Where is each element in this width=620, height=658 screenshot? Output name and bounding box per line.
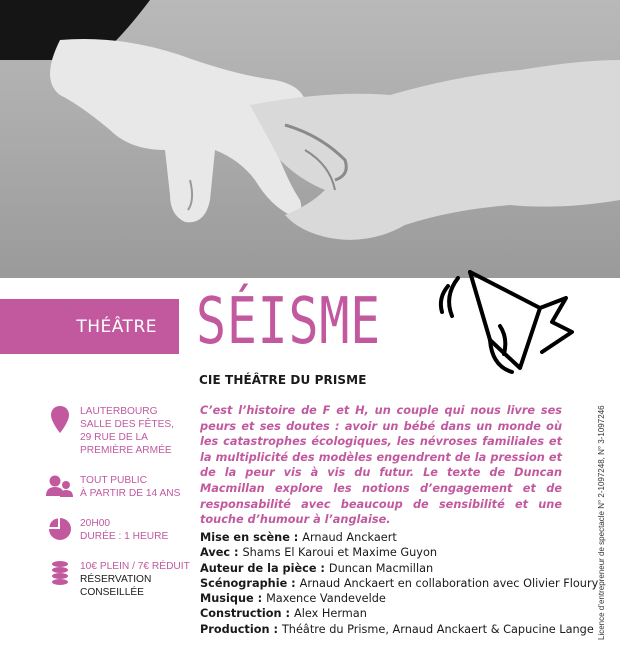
price-line: 10€ PLEIN / 7€ RÉDUIT (80, 561, 190, 572)
credit-value: Shams El Karoui et Maxime Guyon (242, 546, 438, 560)
credit-value: Duncan Macmillan (328, 561, 434, 575)
show-title: SÉISME (196, 285, 382, 359)
clock-pie-icon (48, 517, 72, 541)
credit-role: Auteur de la pièce (200, 561, 317, 575)
credit-value: Maxence Vandevelde (266, 592, 386, 606)
credit-role: Avec (200, 546, 231, 560)
location-line: LAUTERBOURG (80, 406, 158, 417)
credit-role: Scénographie (200, 576, 288, 590)
synopsis-text: C’est l’histoire de F et H, un couple qui nous livre ses peurs et ses doutes : avoir un bébé dans un monde où les catastrophes écologiques, les névroses familiales et la multiplicité des modèles engendrent de la pression et de la peur vis à vis du futur. Le texte de Duncan Macmillan explore les notions d’engagement et de responsabilité avec beaucoup de sensibilité et une touche d’humour à l’anglaise. (200, 404, 562, 527)
reservation-line: CONSEILLÉE (80, 587, 144, 598)
credit-row: Avec : Shams El Karoui et Maxime Guyon (200, 546, 438, 560)
credit-value: Théâtre du Prisme, Arnaud Anckaert & Capucine Lange (281, 622, 594, 636)
category-label: THÉÂTRE (76, 316, 157, 337)
credit-row: Mise en scène : Arnaud Anckaert (200, 531, 397, 544)
category-band (0, 299, 179, 354)
credits-list (200, 530, 598, 637)
coins-icon (50, 560, 70, 588)
hero-photo-hands (0, 0, 620, 278)
credit-row: Auteur de la pièce : Duncan Macmillan (200, 561, 434, 575)
audience-line: À PARTIR DE 14 ANS (80, 488, 181, 499)
credit-role: Mise en scène (200, 531, 290, 544)
credit-row: Scénographie : Arnaud Anckaert en collaboration avec Olivier Floury (200, 576, 599, 590)
location-line: PREMIÈRE ARMÉE (80, 445, 172, 456)
location-line: SALLE DES FÊTES, (80, 419, 174, 430)
credit-row: Musique : Maxence Vandevelde (200, 592, 386, 606)
credit-row: Production : Théâtre du Prisme, Arnaud Anckaert & Capucine Lange (200, 622, 594, 636)
credit-value: Alex Herman (294, 607, 367, 621)
reservation-line: RÉSERVATION (80, 574, 152, 585)
company-name: CIE THÉÂTRE DU PRISME (199, 373, 367, 387)
location-line: 29 RUE DE LA (80, 432, 148, 443)
license-text: Licence d’entrepreneur de spectacle N° 2-1097248, N° 3-1097246 (597, 405, 606, 640)
credit-value: Arnaud Anckaert (302, 531, 397, 544)
credit-role: Production (200, 622, 270, 636)
map-pin-icon (50, 405, 70, 435)
credit-role: Construction (200, 607, 282, 621)
audience-line: TOUT PUBLIC (80, 475, 147, 486)
info-price (40, 560, 190, 599)
megaphone-icon (430, 268, 582, 386)
info-audience (40, 474, 180, 500)
credit-row: Construction : Alex Herman (200, 607, 367, 621)
info-time (40, 517, 168, 543)
people-icon (45, 474, 75, 498)
credit-role: Musique (200, 592, 254, 606)
credit-value: Arnaud Anckaert en collaboration avec Olivier Floury (299, 576, 599, 590)
info-location (40, 405, 174, 457)
time-line: DURÉE : 1 HEURE (80, 531, 169, 542)
time-line: 20H00 (80, 518, 111, 529)
